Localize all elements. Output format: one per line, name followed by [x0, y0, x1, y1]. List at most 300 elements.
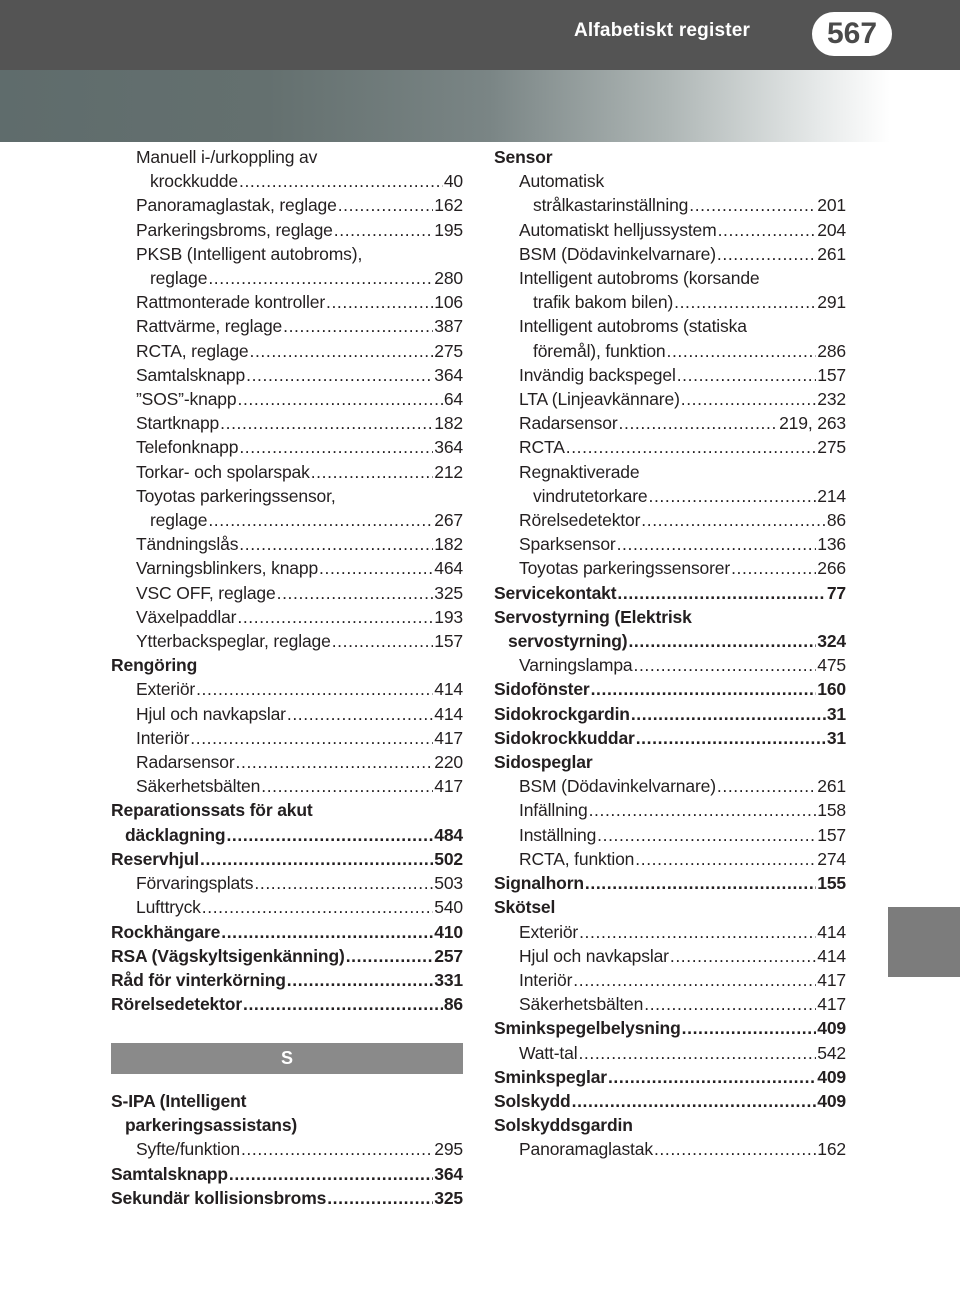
page-reference: 387 [434, 316, 463, 337]
entry-label: BSM (Dödavinkelvarnare) [519, 243, 716, 264]
index-entry [494, 944, 846, 968]
index-heading [111, 1186, 463, 1210]
entry-label: RCTA, reglage [136, 340, 249, 361]
entry-label: Servicekontakt [494, 582, 617, 603]
entry-row [136, 677, 463, 701]
entry-row [519, 944, 846, 968]
index-entry [111, 532, 463, 556]
entry-label: ”SOS”-knapp [136, 389, 237, 410]
index-heading [494, 145, 846, 169]
dot-leader [246, 363, 433, 387]
page-reference: 31 [826, 703, 846, 724]
page-reference: 502 [434, 848, 463, 869]
dot-leader [608, 1065, 816, 1089]
entry-row [519, 387, 846, 411]
entry-label: Toyotas parkeringssensorer [519, 558, 731, 579]
section-letter-bar: S [111, 1043, 463, 1074]
index-entry [494, 266, 846, 314]
page-reference: 325 [434, 1187, 463, 1208]
page-reference: 414 [817, 945, 846, 966]
dot-leader [287, 702, 433, 726]
page-reference: 64 [443, 389, 463, 410]
index-entry [111, 1137, 463, 1161]
entry-row [136, 605, 463, 629]
entry-row [136, 339, 463, 363]
entry-row [494, 1065, 846, 1089]
entry-row [519, 823, 846, 847]
page-reference: 409 [817, 1090, 846, 1111]
entry-label: VSC OFF, reglage [136, 582, 276, 603]
dot-leader [670, 944, 816, 968]
entry-label: Torkar- och spolarspak [136, 461, 310, 482]
dot-leader [327, 1186, 433, 1210]
entry-label: Varningslampa [519, 655, 633, 676]
page-reference: 261 [817, 776, 846, 797]
index-entry [111, 363, 463, 387]
entry-row [111, 944, 463, 968]
page-reference: 40 [443, 171, 463, 192]
entry-label: RSA (Vägskyltsigenkänning) [111, 945, 345, 966]
index-heading [111, 653, 463, 677]
index-entry [494, 847, 846, 871]
entry-label: BSM (Dödavinkelvarnare) [519, 776, 716, 797]
dot-leader [261, 774, 433, 798]
index-entry [111, 629, 463, 653]
dot-leader [674, 290, 816, 314]
index-entry [111, 387, 463, 411]
entry-label: RCTA, funktion [519, 848, 635, 869]
entry-heading-text: Sensor [494, 147, 553, 167]
page-reference: 503 [434, 873, 463, 894]
entry-label: Ytterbackspeglar, reglage [136, 631, 331, 652]
dot-leader [254, 871, 433, 895]
page-reference: 417 [434, 776, 463, 797]
index-entry [111, 677, 463, 701]
index-entry [111, 484, 463, 532]
entry-row [136, 290, 463, 314]
page-reference: 291 [817, 292, 846, 313]
header-banner [0, 70, 890, 142]
index-entry [494, 653, 846, 677]
dot-leader [326, 290, 433, 314]
dot-leader [597, 823, 816, 847]
entry-label: Sidofönster [494, 679, 590, 700]
page-reference: 86 [443, 994, 463, 1015]
entry-label: Rockhängare [111, 921, 221, 942]
page-reference: 410 [434, 921, 463, 942]
dot-leader [287, 968, 433, 992]
index-column-left [111, 145, 463, 1016]
section-thumb-tab [888, 907, 960, 977]
index-entry [111, 556, 463, 580]
page-reference: 219, 263 [779, 413, 846, 434]
entry-label-line1: Intelligent autobroms (korsande [519, 268, 760, 289]
dot-leader [243, 992, 443, 1016]
entry-label: vindrutetorkare [533, 485, 648, 506]
index-entry [494, 1137, 846, 1161]
page-reference: 77 [826, 582, 846, 603]
entry-label: Startknapp [136, 413, 220, 434]
dot-leader [277, 581, 434, 605]
page-reference: 162 [817, 1139, 846, 1160]
entry-row [494, 871, 846, 895]
dot-leader [635, 847, 816, 871]
dot-leader [667, 339, 817, 363]
page-reference: 201 [817, 195, 846, 216]
page-reference: 162 [434, 195, 463, 216]
entry-row [519, 508, 846, 532]
dot-leader [654, 1137, 816, 1161]
entry-row [519, 1041, 846, 1065]
index-entry [111, 895, 463, 919]
index-entry [111, 774, 463, 798]
dot-leader [202, 895, 433, 919]
entry-label: däcklagning [125, 824, 226, 845]
entry-label: Interiör [519, 969, 573, 990]
index-entry [111, 218, 463, 242]
entry-row [136, 581, 463, 605]
dot-leader [311, 460, 434, 484]
index-heading [494, 702, 846, 726]
index-column-left-s [111, 1089, 463, 1210]
dot-leader [237, 605, 433, 629]
entry-label: Sminkspegelbelysning [494, 1018, 681, 1039]
page-reference: 106 [434, 292, 463, 313]
dot-leader [633, 653, 816, 677]
dot-leader [221, 920, 433, 944]
page-reference: 266 [817, 558, 846, 579]
entry-label: Telefonknapp [136, 437, 239, 458]
entry-row [494, 677, 846, 701]
dot-leader [644, 992, 816, 1016]
entry-heading-text: parkeringsassistans) [125, 1115, 298, 1136]
entry-label: Samtalsknapp [136, 364, 246, 385]
page-reference: 475 [817, 655, 846, 676]
entry-row [519, 992, 846, 1016]
page-reference: 464 [434, 558, 463, 579]
entry-label: Rörelsedetektor [111, 994, 242, 1015]
entry-label: Exteriör [136, 679, 196, 700]
index-heading [494, 1065, 846, 1089]
entry-row [519, 847, 846, 871]
entry-row [136, 169, 463, 193]
dot-leader [617, 532, 817, 556]
entry-label: föremål), funktion [533, 340, 666, 361]
entry-row [519, 774, 846, 798]
index-entry [494, 774, 846, 798]
entry-row [519, 532, 846, 556]
entry-row [111, 920, 463, 944]
index-heading [494, 726, 846, 750]
entry-row [519, 653, 846, 677]
entry-row [136, 750, 463, 774]
dot-leader [628, 629, 816, 653]
page-reference: 158 [817, 800, 846, 821]
entry-label: Syfte/funktion [136, 1139, 240, 1160]
entry-row [111, 968, 463, 992]
entry-label: Automatiskt helljussystem [519, 219, 717, 240]
dot-leader [682, 1016, 817, 1040]
page-reference: 193 [434, 606, 463, 627]
page-reference: 417 [817, 969, 846, 990]
dot-leader [578, 1041, 816, 1065]
dot-leader [585, 871, 816, 895]
entry-label: Säkerhetsbälten [519, 994, 644, 1015]
page-reference: 157 [817, 824, 846, 845]
index-entry [494, 218, 846, 242]
dot-leader [241, 1137, 433, 1161]
entry-label: Sidokrockgardin [494, 703, 630, 724]
dot-leader [190, 726, 433, 750]
dot-leader [718, 218, 817, 242]
entry-label-line1: Automatisk [519, 171, 605, 192]
entry-label-line1: Servostyrning (Elektrisk [494, 606, 692, 627]
index-heading [111, 968, 463, 992]
index-entry [494, 992, 846, 1016]
entry-label: Sminkspeglar [494, 1066, 607, 1087]
index-entry [494, 314, 846, 362]
dot-leader [681, 387, 817, 411]
dot-leader [589, 798, 817, 822]
dot-leader [731, 556, 816, 580]
index-entry [494, 242, 846, 266]
dot-leader [648, 484, 816, 508]
page-reference: 160 [817, 679, 846, 700]
dot-leader [573, 968, 816, 992]
index-entry [494, 1041, 846, 1065]
dot-leader [239, 532, 433, 556]
entry-row [136, 702, 463, 726]
index-entry [111, 750, 463, 774]
entry-row [519, 290, 846, 314]
index-heading [494, 895, 846, 919]
entry-row [494, 702, 846, 726]
index-entry [111, 726, 463, 750]
entry-label: Parkeringsbroms, reglage [136, 219, 333, 240]
entry-row [519, 218, 846, 242]
entry-row [519, 920, 846, 944]
dot-leader [332, 629, 434, 653]
page-reference: 220 [434, 752, 463, 773]
index-heading [111, 944, 463, 968]
entry-row [111, 1162, 463, 1186]
dot-leader [346, 944, 434, 968]
index-entry [111, 871, 463, 895]
dot-leader [334, 218, 433, 242]
index-heading [111, 1089, 463, 1137]
entry-row [136, 895, 463, 919]
entry-label: Sidokrockkuddar [494, 727, 635, 748]
index-entry [111, 605, 463, 629]
page-reference: 417 [817, 994, 846, 1015]
dot-leader [200, 847, 433, 871]
entry-label: Radarsensor [519, 413, 618, 434]
page-reference: 414 [434, 679, 463, 700]
dot-leader [717, 242, 816, 266]
index-heading [494, 1113, 846, 1137]
entry-row [111, 992, 463, 1016]
index-entry [494, 411, 846, 435]
entry-row [111, 1186, 463, 1210]
index-entry [111, 314, 463, 338]
page-reference: 542 [817, 1042, 846, 1063]
entry-label: Reservhjul [111, 848, 199, 869]
entry-row [519, 484, 846, 508]
dot-leader [250, 339, 434, 363]
entry-label: Exteriör [519, 921, 579, 942]
page-reference: 267 [434, 510, 463, 531]
entry-row [136, 314, 463, 338]
entry-label: Förvaringsplats [136, 873, 254, 894]
dot-leader [579, 920, 816, 944]
dot-leader [619, 411, 779, 435]
index-entry [494, 508, 846, 532]
entry-label: krockkudde [150, 171, 238, 192]
dot-leader [236, 750, 434, 774]
entry-row [494, 1016, 846, 1040]
page-title: Alfabetiskt register [574, 20, 751, 41]
entry-label-line1: Toyotas parkeringssensor, [136, 485, 336, 506]
entry-label: Radarsensor [136, 752, 235, 773]
index-entry [111, 581, 463, 605]
dot-leader [631, 702, 826, 726]
index-entry [494, 387, 846, 411]
index-entry [111, 242, 463, 290]
entry-row [136, 363, 463, 387]
index-heading [111, 992, 463, 1016]
page-reference: 484 [434, 824, 463, 845]
page-reference: 325 [434, 582, 463, 603]
page-reference: 417 [434, 727, 463, 748]
index-heading [494, 1016, 846, 1040]
dot-leader [226, 823, 433, 847]
entry-heading-text: Solskyddsgardin [494, 1115, 633, 1136]
entry-label: LTA (Linjeavkännare) [519, 389, 680, 410]
index-entry [494, 169, 846, 217]
page-reference: 295 [434, 1139, 463, 1160]
dot-leader [677, 363, 817, 387]
page-reference: 364 [434, 437, 463, 458]
page-reference: 136 [817, 534, 846, 555]
entry-row [136, 460, 463, 484]
index-heading [494, 581, 846, 605]
entry-row [136, 193, 463, 217]
entry-label: reglage [150, 268, 208, 289]
page-reference: 157 [817, 364, 846, 385]
page-reference: 364 [434, 1163, 463, 1184]
dot-leader [239, 435, 433, 459]
entry-label: Hjul och navkapslar [136, 703, 286, 724]
dot-leader [591, 677, 817, 701]
entry-row [519, 968, 846, 992]
entry-label: Sparksensor [519, 534, 616, 555]
entry-label: Tändningslås [136, 534, 239, 555]
entry-label: Råd för vinterkörning [111, 969, 286, 990]
page-number: 567 [812, 12, 892, 56]
index-entry [494, 435, 846, 459]
dot-leader [220, 411, 433, 435]
entry-label: Rörelsedetektor [519, 510, 641, 531]
entry-row [494, 726, 846, 750]
page-reference: 324 [817, 631, 846, 652]
entry-label: Rattvärme, reglage [136, 316, 283, 337]
page-reference: 261 [817, 243, 846, 264]
entry-row [519, 435, 846, 459]
page-reference: 280 [434, 268, 463, 289]
entry-label: servostyrning) [508, 631, 628, 652]
dot-leader [572, 1089, 817, 1113]
entry-label: Hjul och navkapslar [519, 945, 669, 966]
entry-row [519, 556, 846, 580]
dot-leader [237, 387, 442, 411]
entry-label: Invändig backspegel [519, 364, 676, 385]
index-entry [111, 290, 463, 314]
index-entry [494, 968, 846, 992]
index-entry [494, 363, 846, 387]
index-entry [111, 411, 463, 435]
index-entry [494, 798, 846, 822]
entry-heading-text: Skötsel [494, 897, 556, 918]
index-entry [494, 460, 846, 508]
dot-leader [196, 677, 433, 701]
entry-row [136, 871, 463, 895]
index-heading [494, 677, 846, 701]
dot-leader [239, 169, 443, 193]
entry-row [136, 556, 463, 580]
page-reference: 155 [817, 873, 846, 894]
index-entry [494, 920, 846, 944]
index-entry [111, 193, 463, 217]
entry-label: Watt-tal [519, 1042, 578, 1063]
dot-leader [208, 266, 433, 290]
dot-leader [319, 556, 433, 580]
page-reference: 274 [817, 848, 846, 869]
entry-row [136, 774, 463, 798]
index-entry [111, 145, 463, 193]
index-heading [494, 750, 846, 774]
entry-label: Sekundär kollisionsbroms [111, 1187, 327, 1208]
entry-label: Infällning [519, 800, 588, 821]
page-reference: 31 [826, 727, 846, 748]
dot-leader [617, 581, 825, 605]
entry-row [136, 726, 463, 750]
entry-row [136, 532, 463, 556]
page-reference: 409 [817, 1018, 846, 1039]
index-column-right [494, 145, 846, 1162]
entry-row [136, 508, 463, 532]
page-reference: 86 [826, 510, 846, 531]
entry-row [111, 823, 463, 847]
entry-label: Rattmonterade kontroller [136, 292, 325, 313]
entry-row [136, 411, 463, 435]
entry-row [136, 629, 463, 653]
entry-label-line1: S-IPA (Intelligent [111, 1091, 247, 1111]
entry-label: Solskydd [494, 1090, 571, 1111]
entry-row [111, 847, 463, 871]
page-reference: 257 [434, 945, 463, 966]
page-reference: 540 [434, 897, 463, 918]
dot-leader [208, 508, 433, 532]
dot-leader [717, 774, 816, 798]
index-heading [111, 847, 463, 871]
entry-label: Varningsblinkers, knapp [136, 558, 319, 579]
entry-label: Panoramaglastak, reglage [136, 195, 337, 216]
index-heading [494, 605, 846, 653]
index-heading [111, 798, 463, 846]
entry-row [494, 1089, 846, 1113]
page-reference: 409 [817, 1066, 846, 1087]
entry-label-line1: Manuell i-/urkoppling av [136, 147, 318, 167]
